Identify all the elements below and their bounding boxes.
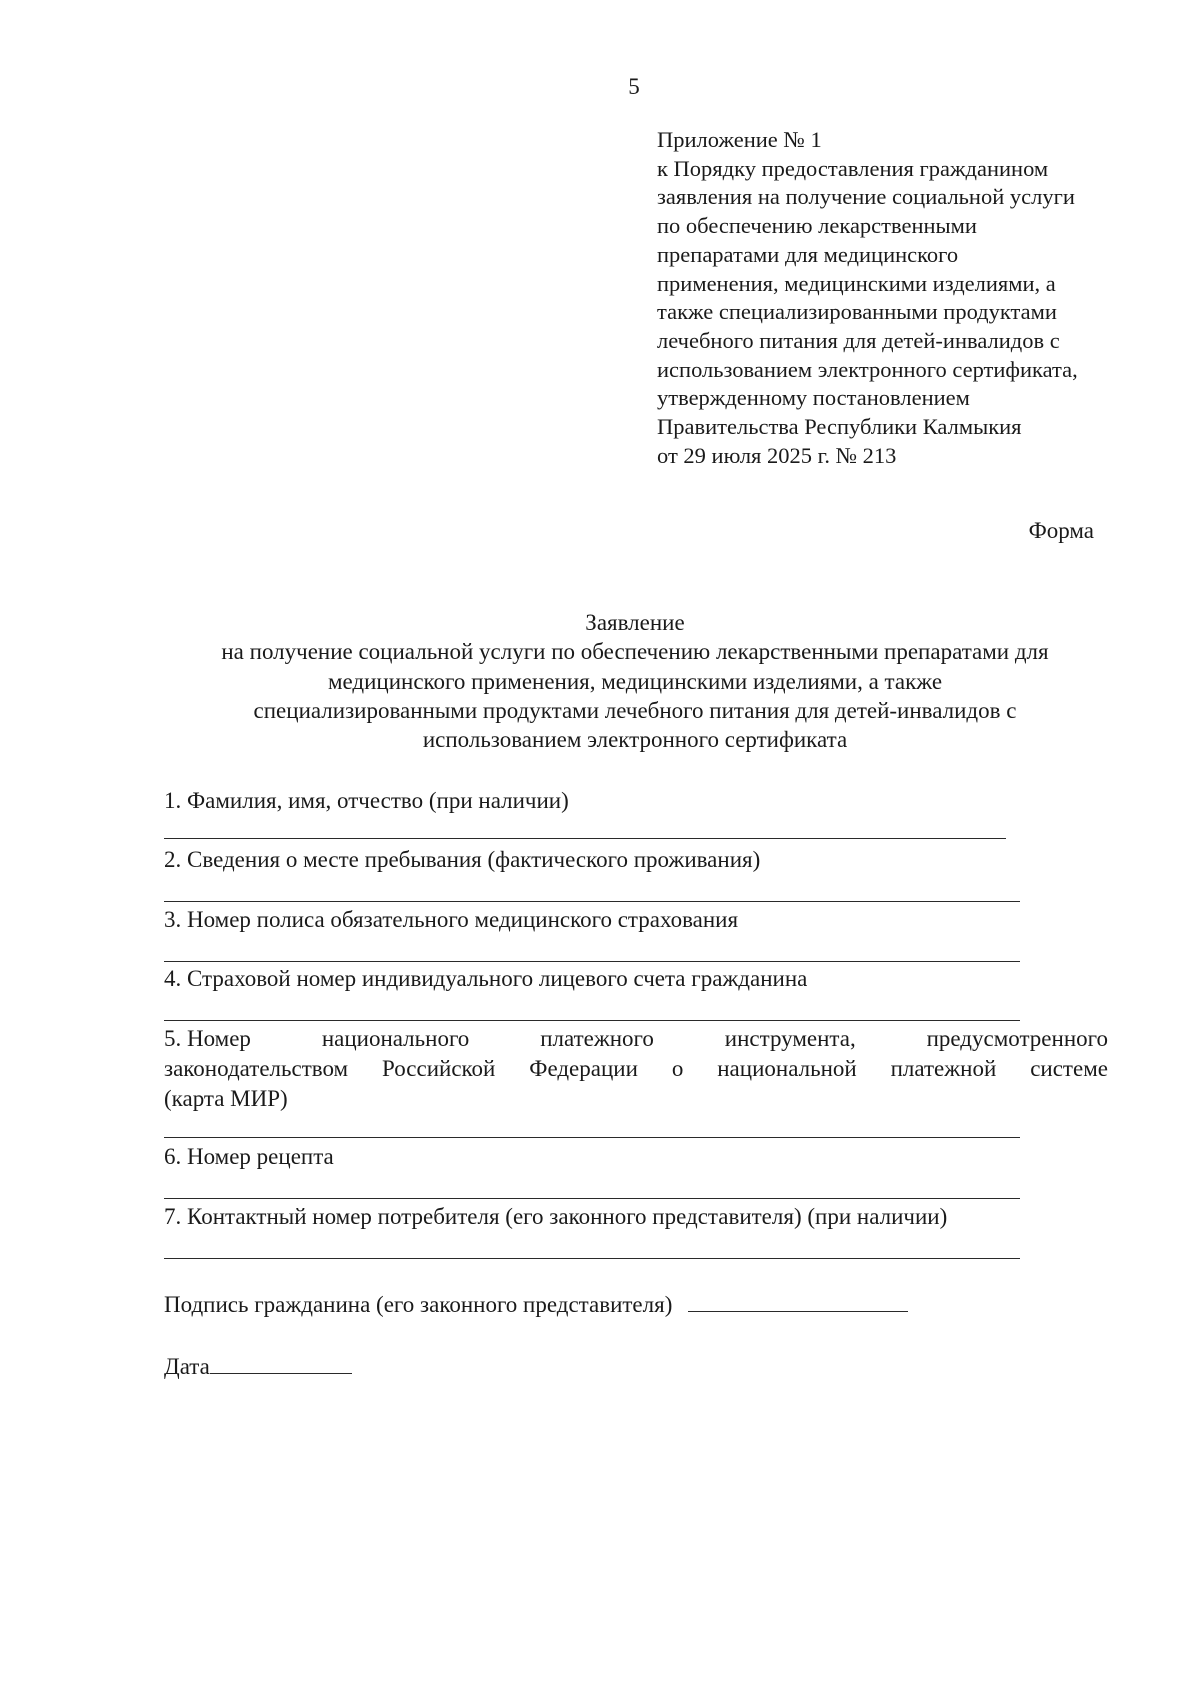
appendix-line: Приложение № 1	[657, 127, 822, 152]
field-5-line[interactable]	[164, 1137, 1020, 1138]
appendix-line: использованием электронного сертификата,	[657, 356, 1078, 382]
word: национального	[321, 1026, 470, 1051]
title-line: на получение социальной услуги по обеспечению лекарственными препаратами для	[221, 639, 1049, 665]
word: национальной	[717, 1056, 857, 1081]
appendix-line: по обеспечению лекарственными	[657, 213, 977, 239]
field-2-line[interactable]	[164, 901, 1020, 902]
word: системе	[1030, 1056, 1108, 1081]
field-6-label: 6. Номер рецепта	[164, 1144, 334, 1169]
word: инструмента,	[724, 1026, 856, 1051]
date-label: Дата	[164, 1354, 210, 1379]
appendix-line: также специализированными продуктами	[657, 299, 1057, 325]
title-line: Заявление	[585, 610, 685, 635]
appendix-line: от 29 июля 2025 г. № 213	[657, 442, 897, 468]
field-5-label-line-1	[164, 1026, 1108, 1052]
word: платежного	[540, 1026, 654, 1051]
word: о	[671, 1056, 684, 1081]
field-1-label: 1. Фамилия, имя, отчество (при наличии)	[164, 788, 569, 813]
field-4-label: 4. Страховой номер индивидуального лицевого счета гражданина	[164, 966, 808, 991]
signature-blank[interactable]	[688, 1293, 908, 1312]
field-6-line[interactable]	[164, 1198, 1020, 1199]
date-row	[164, 1354, 352, 1380]
appendix-block	[657, 126, 1127, 470]
page-number: 5	[628, 74, 640, 99]
field-2-label: 2. Сведения о месте пребывания (фактического проживания)	[164, 847, 761, 872]
word: 5. Номер	[164, 1026, 251, 1051]
title-line: использованием электронного сертификата	[422, 727, 848, 753]
document-title	[130, 608, 1140, 754]
appendix-line: заявления на получение социальной услуги	[657, 184, 1075, 210]
appendix-line: препаратами для медицинского	[657, 241, 959, 267]
signature-row	[164, 1292, 908, 1318]
word: платежной	[890, 1056, 997, 1081]
field-3-line[interactable]	[164, 961, 1020, 962]
word: Российской	[382, 1056, 496, 1081]
word: Федерации	[529, 1056, 638, 1081]
word: законодательством	[164, 1056, 349, 1081]
appendix-line: Правительства Республики Калмыкия	[657, 414, 1022, 440]
signature-label: Подпись гражданина (его законного представителя)	[164, 1292, 673, 1317]
title-line: специализированными продуктами лечебного питания для детей-инвалидов с	[253, 697, 1017, 723]
field-1-line[interactable]	[164, 838, 1006, 839]
field-7-label: 7. Контактный номер потребителя (его законного представителя) (при наличии)	[164, 1204, 948, 1229]
field-3-label: 3. Номер полиса обязательного медицинского страхования	[164, 907, 739, 932]
appendix-line: к Порядку предоставления гражданином	[657, 155, 1049, 181]
date-blank[interactable]	[210, 1355, 352, 1374]
field-5-label-line-2	[164, 1056, 1108, 1082]
word: предусмотренного	[926, 1026, 1108, 1051]
title-line: медицинского применения, медицинскими изделиями, а также	[327, 668, 943, 694]
field-7-line[interactable]	[164, 1258, 1020, 1259]
appendix-line: лечебного питания для детей-инвалидов с	[657, 327, 1060, 353]
form-label: Форма	[1028, 518, 1094, 543]
field-4-line[interactable]	[164, 1020, 1020, 1021]
appendix-line: утвержденному постановлением	[657, 385, 970, 411]
field-5-label-line-3: (карта МИР)	[164, 1086, 288, 1111]
appendix-line: применения, медицинскими изделиями, а	[657, 270, 1056, 296]
